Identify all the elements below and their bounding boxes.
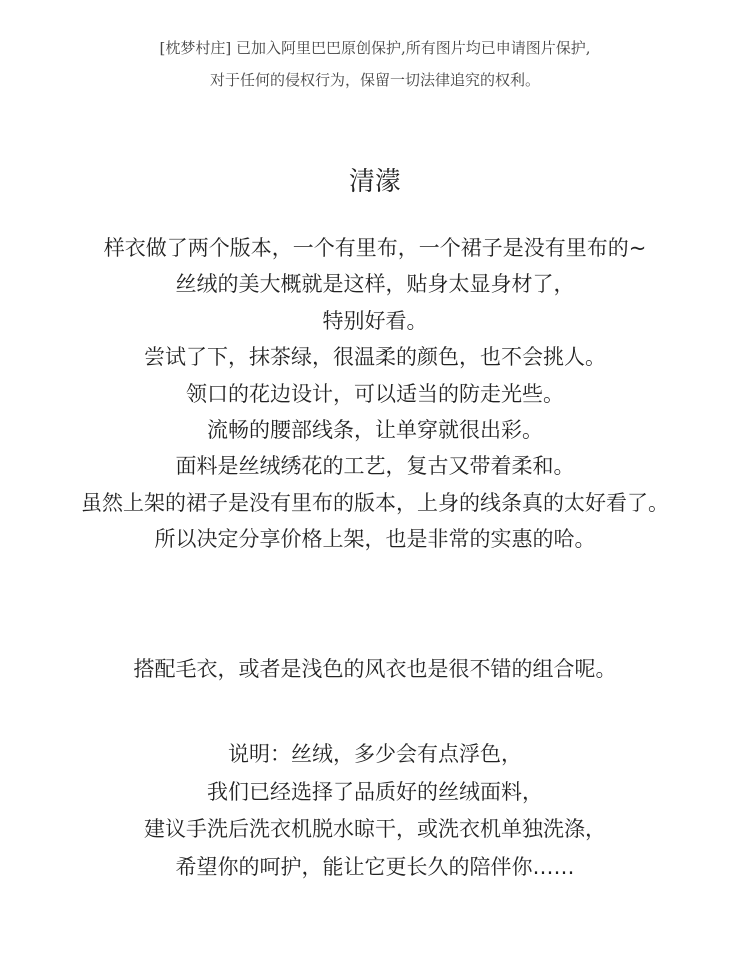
description-line: 丝绒的美大概就是这样，贴身太显身材了， (175, 272, 575, 297)
copyright-notice-line: [枕梦村庄] 已加入阿里巴巴原创保护,所有图片均已申请图片保护, (159, 39, 591, 57)
styling-suggestion (0, 651, 750, 687)
description-line: 所以决定分享价格上架，也是非常的实惠的哈。 (154, 527, 596, 552)
care-instructions-line: 说明：丝绒，多少会有点浮色， (228, 742, 522, 766)
description-line: 领口的花边设计，可以适当的防走光些。 (186, 381, 564, 406)
description-line: 面料是丝绒绣花的工艺，复古又带着柔和。 (175, 454, 575, 479)
product-description (0, 230, 750, 558)
description-line: 虽然上架的裙子是没有里布的版本，上身的线条真的太好看了。 (81, 490, 669, 515)
copyright-notice-line: 对于任何的侵权行为，保留一切法律追究的权利。 (209, 71, 540, 89)
care-instructions-line: 希望你的呵护，能让它更长久的陪伴你…… (175, 854, 575, 879)
care-instructions-line: 建议手洗后洗衣机脱水晾干，或洗衣机单独洗涤， (144, 817, 606, 841)
description-line: 尝试了下，抹茶绿，很温柔的颜色，也不会挑人。 (144, 345, 606, 370)
care-instructions-line: 我们已经选择了品质好的丝绒面料， (207, 779, 543, 804)
description-line: 特别好看。 (322, 308, 428, 333)
product-title: 清濛 (348, 167, 401, 197)
description-line: 样衣做了两个版本，一个有里布，一个裙子是没有里布的~ (103, 236, 647, 260)
styling-suggestion-line: 搭配毛衣，或者是浅色的风衣也是很不错的组合呢。 (133, 657, 617, 681)
description-line: 流畅的腰部线条，让单穿就很出彩。 (207, 418, 543, 443)
copyright-notice (0, 32, 750, 96)
care-instructions (0, 736, 750, 886)
